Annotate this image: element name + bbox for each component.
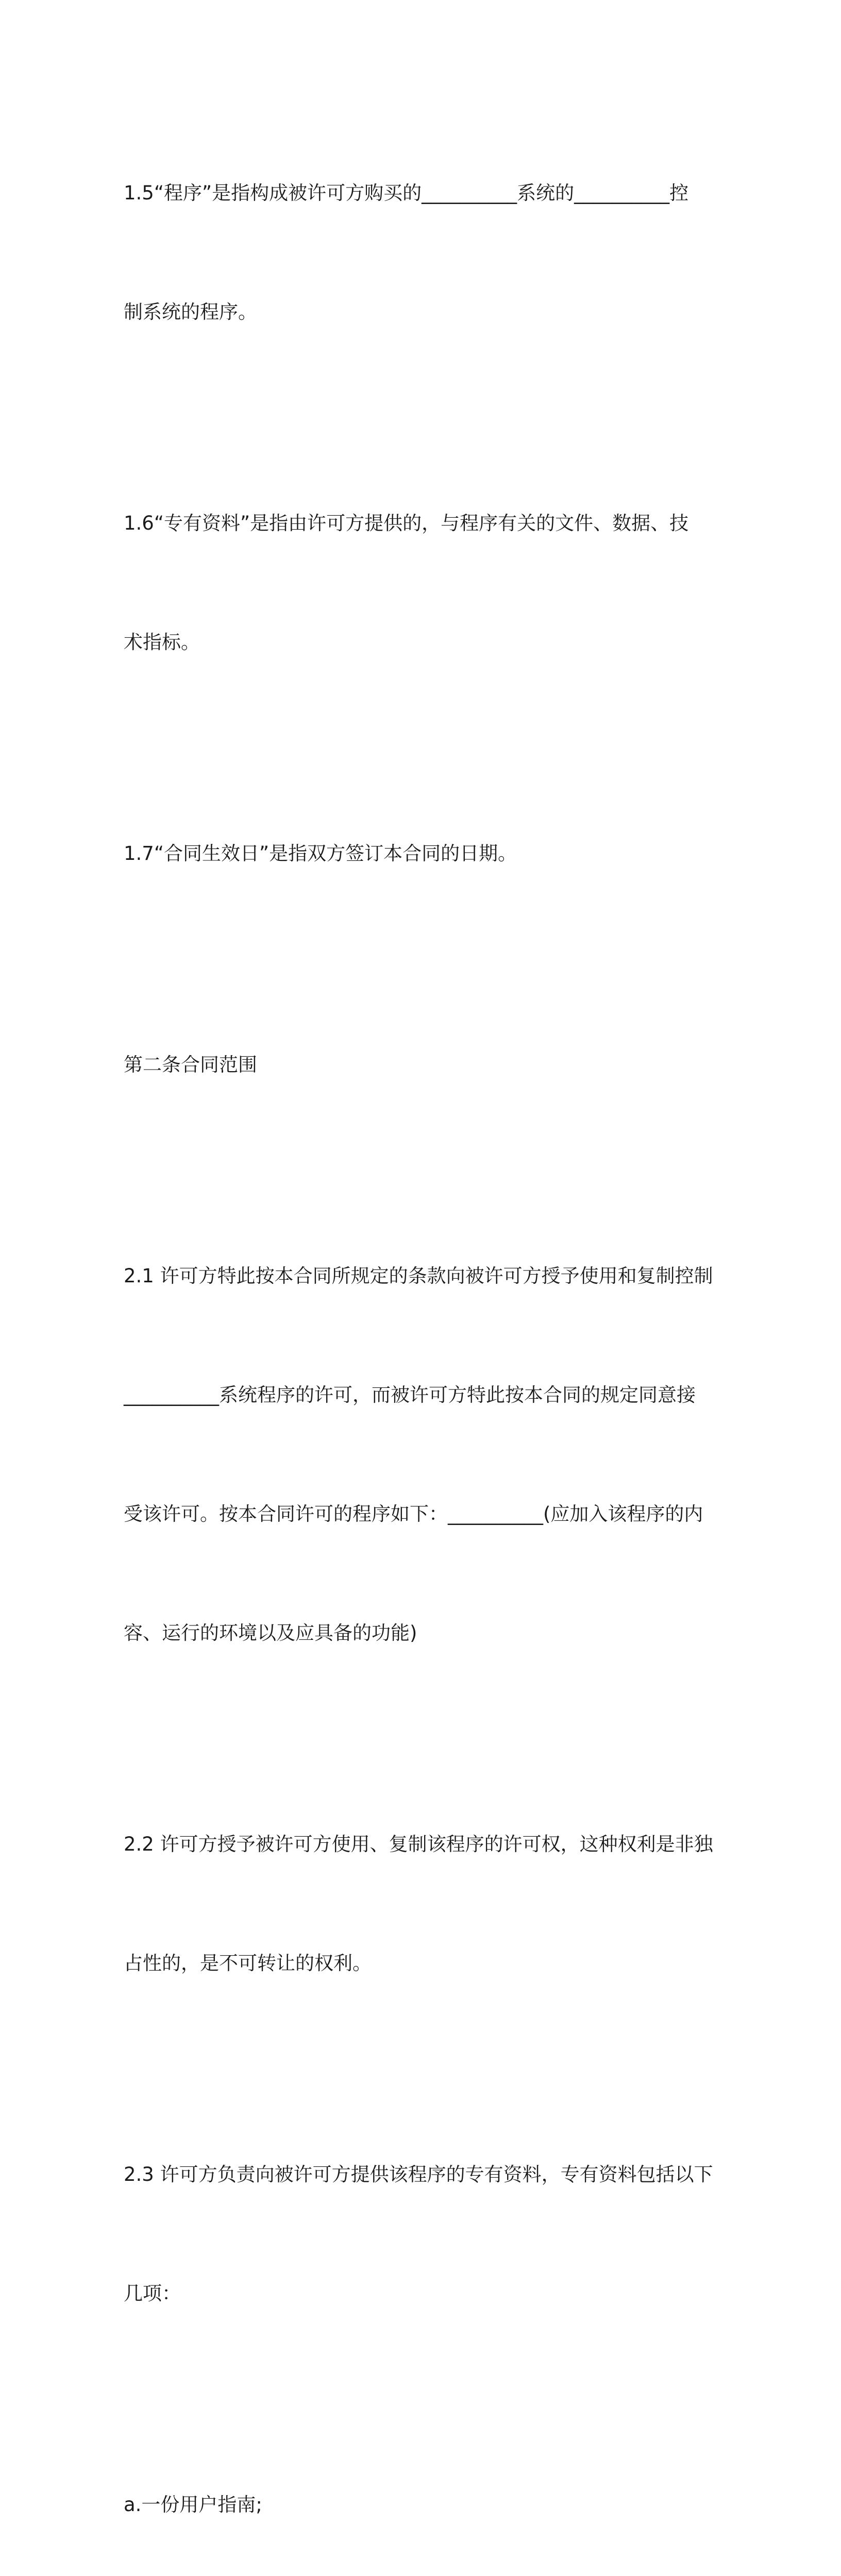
text-line: 2.3 许可方负责向被许可方提供该程序的专有资料，专有资料包括以下 [124,2163,713,2185]
text-line: 2.2 许可方授予被许可方使用、复制该程序的许可权，这种权利是非独 [124,1833,713,1855]
section-heading-article-2 [124,965,716,1164]
text-line: 1.5“程序”是指构成被许可方购买的__________系统的__________控 [124,182,689,204]
text-line: 几项： [124,2282,181,2304]
text-line: 占性的，是不可转让的权利。 [124,1952,372,1974]
text-line: __________系统程序的许可，而被许可方特此按本合同的规定同意接 [124,1384,696,1406]
text-line: a.一份用户指南; [124,2494,262,2516]
text-line: 术指标。 [124,631,200,653]
document-body [124,94,716,2576]
text-line: 1.7“合同生效日”是指双方签订本合同的日期。 [124,842,517,865]
text-line: 制系统的程序。 [124,301,257,323]
list-item-a [124,2405,716,2576]
clause-1-7 [124,754,716,953]
text-line: 受该许可。按本合同许可的程序如下：__________(应加入该程序的内 [124,1503,703,1525]
clause-2-1 [124,1177,716,1732]
clause-1-5 [124,94,716,411]
text-line: 容、运行的环境以及应具备的功能) [124,1622,417,1644]
clause-2-3 [124,2075,716,2393]
text-line: 第二条合同范围 [124,1054,257,1076]
text-line: 1.6“专有资料”是指由许可方提供的，与程序有关的文件、数据、技 [124,512,689,534]
clause-1-6 [124,424,716,741]
clause-2-2 [124,1745,716,2062]
text-line: 2.1 许可方特此按本合同所规定的条款向被许可方授予使用和复制控制 [124,1265,713,1287]
